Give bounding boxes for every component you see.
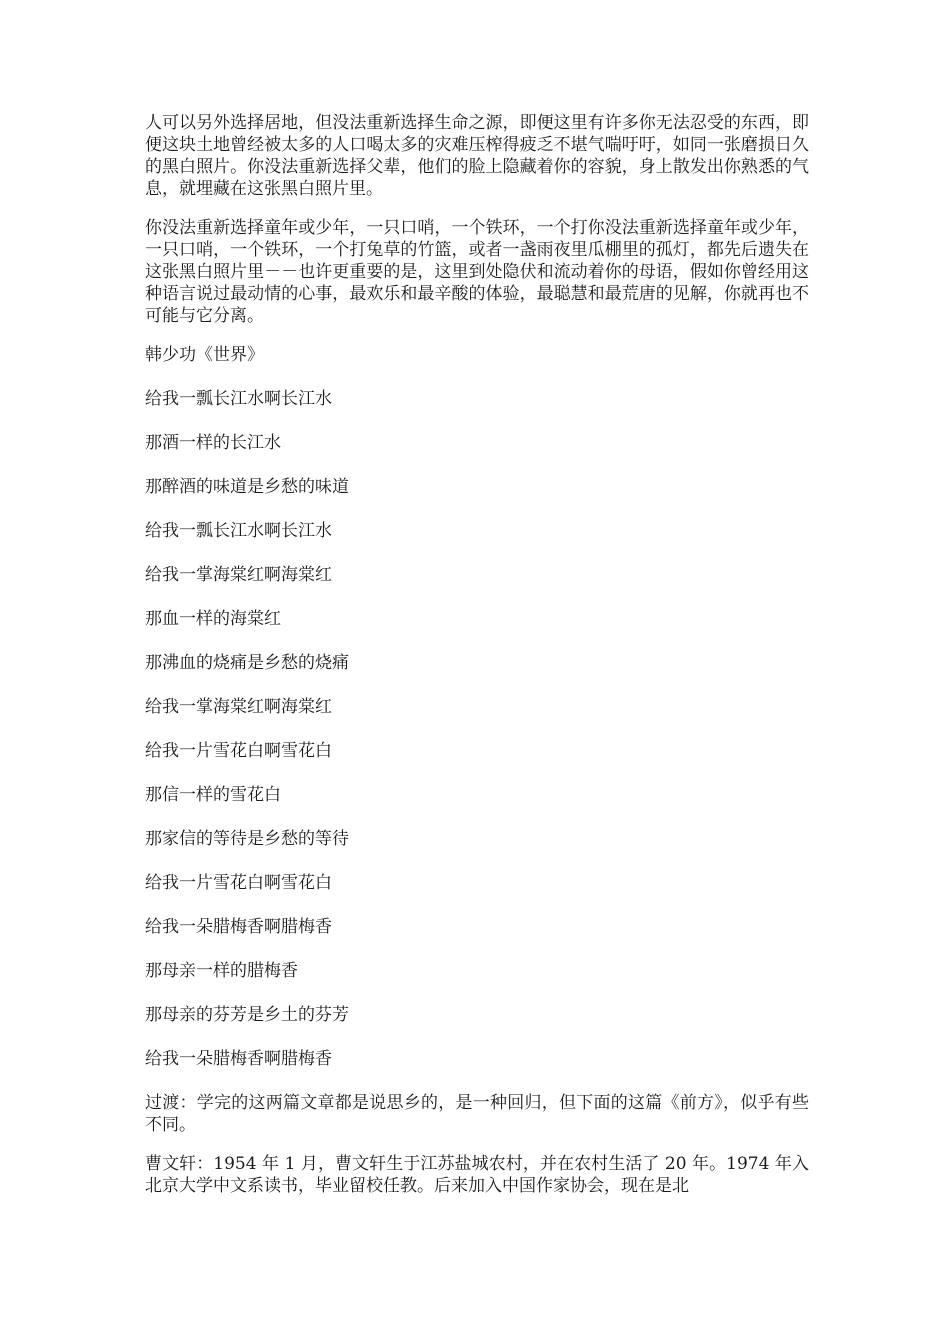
poem (145, 388, 809, 1070)
poem-line: 那醉酒的味道是乡愁的味道 (145, 477, 349, 497)
poem-line: 那信一样的雪花白 (145, 785, 281, 805)
poem-line: 那酒一样的长江水 (145, 433, 281, 453)
paragraph-author-bio: 曹文轩：1954 年 1 月，曹文轩生于江苏盐城农村，并在农村生活了 20 年。1974 年入北京大学中文系读书，毕业留校任教。后来加入中国作家协会，现在是北 (145, 1154, 809, 1196)
poem-line: 给我一掌海棠红啊海棠红 (145, 697, 332, 717)
poem-line: 给我一瓢长江水啊长江水 (145, 389, 332, 409)
poem-line: 给我一片雪花白啊雪花白 (145, 873, 332, 893)
poem-line: 那母亲一样的腊梅香 (145, 961, 298, 981)
poem-line: 给我一朵腊梅香啊腊梅香 (145, 917, 332, 937)
poem-line: 给我一片雪花白啊雪花白 (145, 741, 332, 761)
poem-line: 那沸血的烧痛是乡愁的烧痛 (145, 653, 349, 673)
paragraph-intro: 人可以另外选择居地，但没法重新选择生命之源，即便这里有许多你无法忍受的东西，即便这块土地曾经被太多的人口喝太多的灾难压榨得疲乏不堪气喘吁吁，如同一张磨损日久的黑白照片。你没法重新选择父辈，他们的脸上隐藏着你的容貌，身上散发出你熟悉的气息，就埋藏在这张黑白照片里。 (145, 113, 809, 199)
attribution: 韩少功《世界》 (145, 345, 264, 365)
poem-line: 给我一瓢长江水啊长江水 (145, 521, 332, 541)
poem-line: 那家信的等待是乡愁的等待 (145, 829, 349, 849)
paragraph-childhood: 你没法重新选择童年或少年，一只口哨，一个铁环，一个打你没法重新选择童年或少年，一只口哨，一个铁环，一个打兔草的竹篮，或者一盏雨夜里瓜棚里的孤灯，都先后遗失在这张黑白照片里－－也许更重要的是，这里到处隐伏和流动着你的母语，假如你曾经用这种语言说过最动情的心事，最欢乐和最辛酸的体验，最聪慧和最荒唐的见解，你就再也不可能与它分离。 (145, 218, 809, 326)
document-page (145, 112, 809, 1214)
paragraph-transition: 过渡：学完的这两篇文章都是说思乡的，是一种回归，但下面的这篇《前方》，似乎有些不同。 (145, 1093, 809, 1135)
poem-line: 给我一掌海棠红啊海棠红 (145, 565, 332, 585)
poem-line: 那母亲的芬芳是乡土的芬芳 (145, 1005, 349, 1025)
poem-line: 那血一样的海棠红 (145, 609, 281, 629)
poem-line: 给我一朵腊梅香啊腊梅香 (145, 1049, 332, 1069)
